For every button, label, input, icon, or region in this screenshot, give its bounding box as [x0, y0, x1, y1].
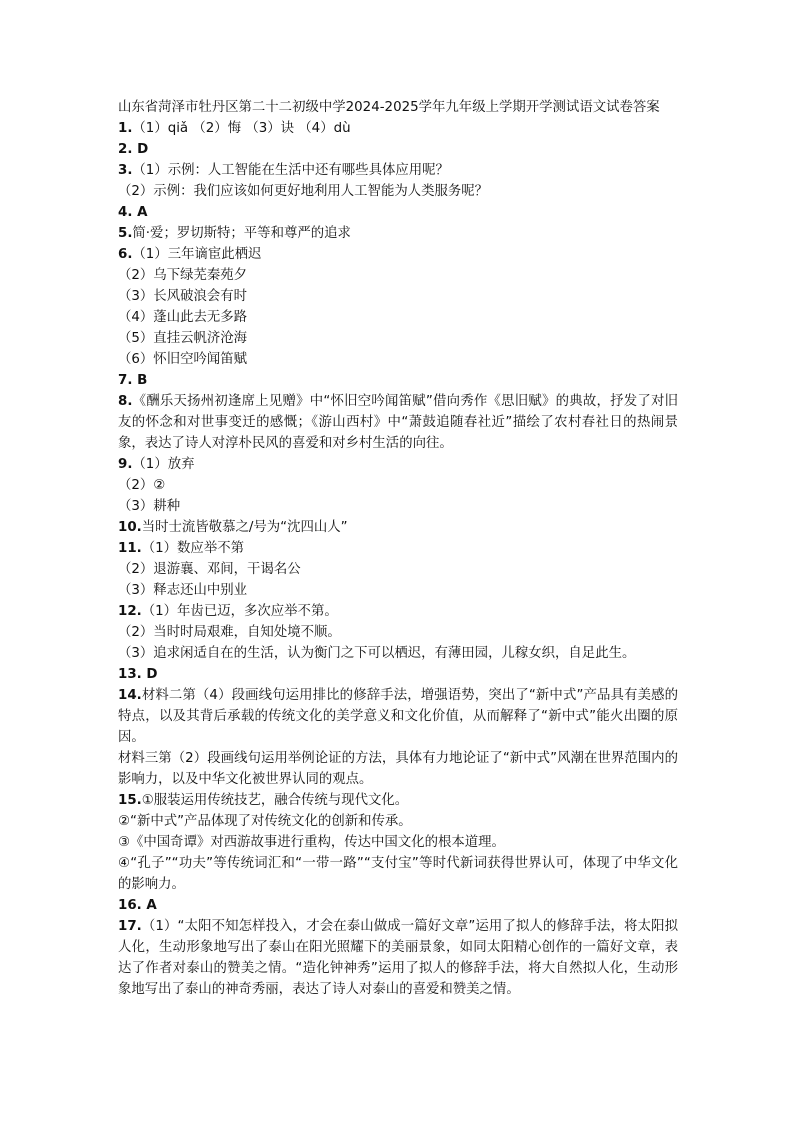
answer-text: （2）退游襄、邓间，干谒名公: [118, 562, 301, 577]
answer-line: [118, 160, 678, 181]
question-number: 4. A: [118, 205, 148, 220]
answer-line: [118, 916, 678, 1000]
question-number: 10.: [118, 520, 142, 535]
answer-text: （6）怀旧空吟闻笛赋: [118, 352, 248, 367]
question-number: 17.: [118, 919, 142, 934]
answer-text: （2）②: [118, 478, 166, 493]
answer-line: [118, 790, 678, 811]
answer-line: [118, 328, 678, 349]
answer-line: [118, 370, 678, 391]
answer-line: [118, 832, 678, 853]
document-title: 山东省菏泽市牡丹区第二十二初级中学2024-2025学年九年级上学期开学测试语文试卷答案: [118, 100, 660, 115]
question-number: 16. A: [118, 898, 157, 913]
answer-line: [118, 118, 678, 139]
answer-line: [118, 895, 678, 916]
question-number: 15.: [118, 793, 142, 808]
question-number: 2. D: [118, 142, 149, 157]
question-number: 13. D: [118, 667, 158, 682]
answer-text: （3）释志还山中别业: [118, 583, 248, 598]
answer-text: （1）数应举不第: [141, 541, 244, 556]
answer-text: 当时士流皆敬慕之/号为“沈四山人”: [141, 520, 348, 535]
answer-text: （1）放弃: [132, 457, 195, 472]
answer-line: [118, 307, 678, 328]
answer-line: [118, 454, 678, 475]
answer-text: （2）示例：我们应该如何更好地利用人工智能为人类服务呢？: [118, 184, 489, 199]
answer-line: [118, 139, 678, 160]
answer-line: [118, 622, 678, 643]
answer-text: （1）示例：人工智能在生活中还有哪些具体应用呢？: [132, 163, 449, 178]
answer-line: [118, 559, 678, 580]
answer-text: （1）“太阳不知怎样投入，才会在泰山做成一篇好文章”运用了拟人的修辞手法，将太阳拟人化，生动形象地写出了泰山在阳光照耀下的美丽景象，如同太阳精心创作的一篇好文章，表达了作者对泰山的赞美之情。“造化钟神秀”运用了拟人的修辞手法，将大自然拟人化，生动形象地写出了泰山的神奇秀丽，表达了诗人对泰山的喜爱和赞美之情。: [118, 919, 678, 997]
answer-line: [118, 496, 678, 517]
answer-text: ④“孔子”“功夫”等传统词汇和“一带一路”“支付宝”等时代新词获得世界认可，体现了中华文化的影响力。: [118, 856, 678, 892]
answer-text: （2）当时时局艰难，自知处境不顺。: [118, 625, 341, 640]
answer-text: （3）长风破浪会有时: [118, 289, 248, 304]
answer-line: [118, 853, 678, 895]
answer-line: [118, 181, 678, 202]
question-number: 12.: [118, 604, 142, 619]
answer-text: （4）蓬山此去无多路: [118, 310, 248, 325]
answer-text: ①服装运用传统技艺，融合传统与现代文化。: [141, 793, 409, 808]
question-number: 11.: [118, 541, 142, 556]
answer-line: [118, 664, 678, 685]
question-number: 5.: [118, 226, 133, 241]
question-number: 6.: [118, 247, 133, 262]
answer-text: （1）qiǎ （2）悔 （3）诀 （4）dù: [132, 121, 351, 136]
answer-line: [118, 223, 678, 244]
answer-line: [118, 286, 678, 307]
answer-text: 简·爱；罗切斯特；平等和尊严的追求: [132, 226, 351, 241]
answer-line: [118, 580, 678, 601]
answer-document: [118, 97, 678, 1000]
answer-text: （1）年齿已迈，多次应举不第。: [141, 604, 338, 619]
question-number: 7. B: [118, 373, 148, 388]
answer-line: [118, 601, 678, 622]
question-number: 14.: [118, 688, 142, 703]
answer-text: 《酬乐天扬州初逢席上见赠》中“怀旧空吟闻笛赋”借向秀作《思旧赋》的典故，抒发了对旧友的怀念和对世事变迁的感慨；《游山西村》中“萧鼓追随春社近”描绘了农村春社日的热闹景象，表达了诗人对淳朴民风的喜爱和对乡村生活的向往。: [118, 394, 678, 451]
answer-text: （5）直挂云帆济沧海: [118, 331, 248, 346]
answer-text: （1）三年谪宦此栖迟: [132, 247, 262, 262]
answer-line: [118, 349, 678, 370]
answer-list: [118, 118, 678, 1000]
answer-line: [118, 811, 678, 832]
question-number: 8.: [118, 394, 133, 409]
answer-line: [118, 265, 678, 286]
answer-text: （3）耕种: [118, 499, 181, 514]
answer-line: [118, 391, 678, 454]
question-number: 1.: [118, 121, 133, 136]
answer-line: [118, 538, 678, 559]
answer-line: [118, 475, 678, 496]
answer-line: [118, 748, 678, 790]
question-number: 9.: [118, 457, 133, 472]
answer-text: （3）追求闲适自在的生活，认为衡门之下可以栖迟，有薄田园，儿稼女织，自足此生。: [118, 646, 636, 661]
question-number: 3.: [118, 163, 133, 178]
answer-text: 材料二第（4）段画线句运用排比的修辞手法，增强语势，突出了“新中式”产品具有美感的特点，以及其背后承载的传统文化的美学意义和文化价值，从而解释了“新中式”能火出圈的原因。: [118, 688, 678, 745]
answer-line: [118, 517, 678, 538]
answer-line: [118, 643, 678, 664]
answer-text: 材料三第（2）段画线句运用举例论证的方法，具体有力地论证了“新中式”风潮在世界范围内的影响力，以及中华文化被世界认同的观点。: [118, 751, 678, 787]
answer-line: [118, 202, 678, 223]
answer-line: [118, 244, 678, 265]
answer-text: （2）乌下绿芜秦苑夕: [118, 268, 248, 283]
answer-line: [118, 685, 678, 748]
answer-text: ②“新中式”产品体现了对传统文化的创新和传承。: [118, 814, 412, 829]
answer-text: ③《中国奇谭》对西游故事进行重构，传达中国文化的根本道理。: [118, 835, 505, 850]
